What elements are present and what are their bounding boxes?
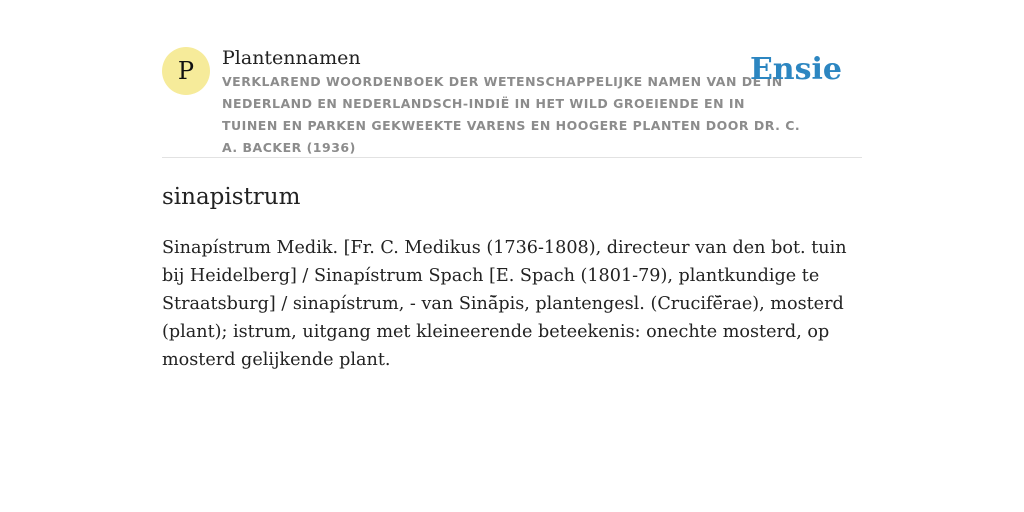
dictionary-header bbox=[162, 46, 862, 157]
entry-headword: sinapistrum bbox=[162, 184, 301, 210]
entry-definition: Sinapístrum Medik. [Fr. C. Medikus (1736-1808), directeur van den bot. tuin bij Heidelberg] / Sinapístrum Spach [E. Spach (1801-79), plantkundige te Straatsburg] / sinapístrum, - van Sinā̆pis, plantengesl. (Crucifĕ̄rae), mosterd (plant); istrum, uitgang met kleineerende beteekenis: onechte mosterd, op mosterd gelijkende plant. bbox=[162, 238, 847, 370]
header-divider bbox=[162, 157, 862, 158]
dictionary-subtitle: VERKLAREND WOORDENBOEK DER WETENSCHAPPELIJKE NAMEN VAN DE IN NEDERLAND EN NEDERLANDSCH-INDIË IN HET WILD GROEIENDE EN IN TUINEN EN PARKEN GEKWEEKTE VARENS EN HOOGERE PLANTEN DOOR DR. C. A. BACKER (1936) bbox=[222, 74, 801, 155]
dictionary-avatar[interactable] bbox=[162, 47, 210, 95]
dictionary-title[interactable]: Plantennamen bbox=[222, 47, 361, 69]
ensie-logo[interactable]: Ensie bbox=[749, 52, 842, 87]
avatar-letter: P bbox=[177, 57, 195, 85]
